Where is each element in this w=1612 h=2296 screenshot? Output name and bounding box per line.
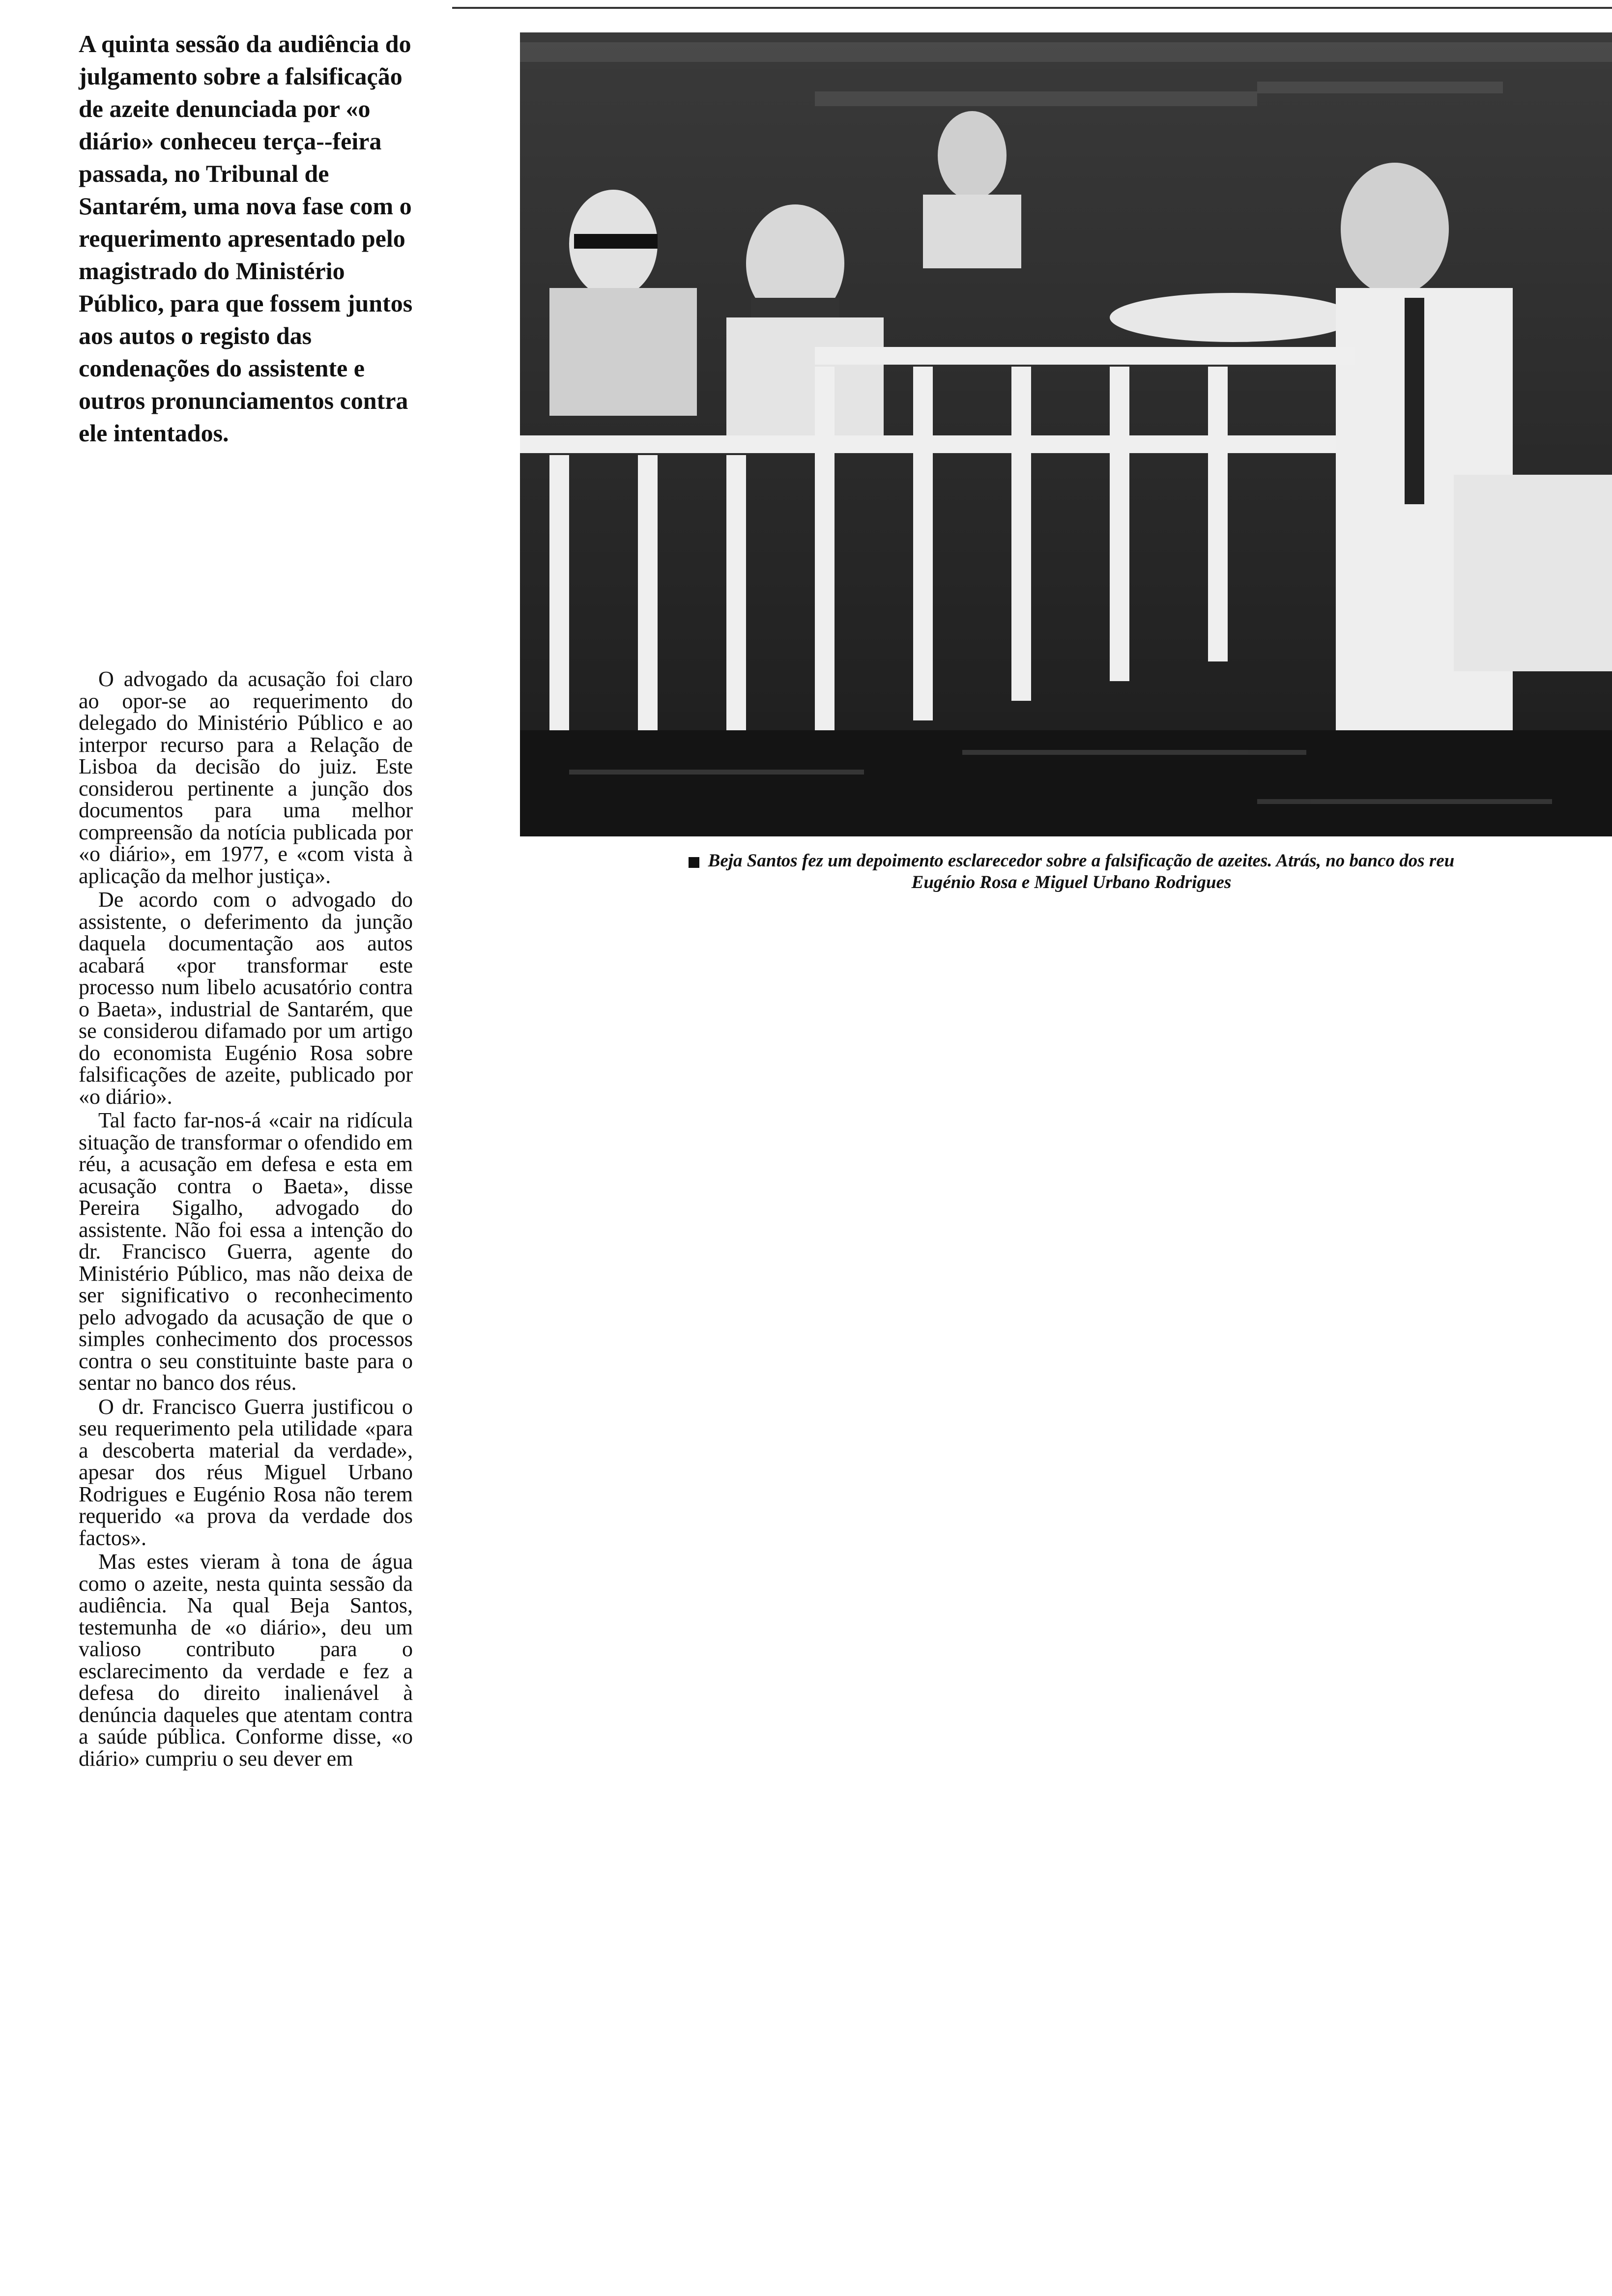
article-body [79,668,413,1772]
body-paragraph-3: Tal facto far-nos-á «cair na ridícula situação de transformar o ofendido em réu, a acusação em defesa e esta em acusação contra o Baeta», disse Pereira Sigalho, advogado do assistente. Não foi essa a intenção do dr. Francisco Guerra, agente do Ministério Público, mas não deixa de ser significativo o reconhecimento pelo advogado da acusação de que o simples conhecimento dos processos contra o seu constituinte baste para o sentar no banco dos réus. [79,1108,413,1395]
body-paragraph-1: O advogado da acusação foi claro ao opor-se ao requerimento do delegado do Ministério Público e ao interpor recurso para a Relação de Lisboa da decisão do juiz. Este considerou pertinente a junção dos documentos para uma melhor compreensão da notícia publicada por «o diário», em 1977, e «com vista à aplicação da melhor justiça». [79,667,413,888]
lead-paragraph: A quinta sessão da audiência do julgamento sobre a falsificação de azeite denunciada por «o diário» conheceu terça--feira passada, no Tribunal de Santarém, uma nova fase com o requerimento apresentado pelo magistrado do Ministério Público, para que fossem juntos aos autos o registo das condenações do assistente e outros pronunciamentos contra ele intentados. [79,30,413,447]
top-rule [452,7,1612,9]
courtroom-photo-image [520,32,1612,836]
photo-caption [531,850,1612,893]
caption-line-1: Beja Santos fez um depoimento esclarecedor sobre a falsificação de azeites. Atrás, no banco dos reu [708,851,1455,871]
body-paragraph-5: Mas estes vieram à tona de água como o azeite, nesta quinta sessão da audiência. Na qual Beja Santos, testemunha de «o diário», deu um valioso contributo para o esclarecimento da verdade e fez a defesa do direito inalienável à denúncia daqueles que atentam contra a saúde pública. Conforme disse, «o diário» cumpriu o seu dever em [79,1550,413,1771]
caption-line-2: Eugénio Rosa e Miguel Urbano Rodrigues [911,872,1232,892]
body-paragraph-2: De acordo com o advogado do assistente, o deferimento da junção daquela documentação aos autos acabará «por transformar este processo num libelo acusatório contra o Baeta», industrial de Santarém, que se considerou difamado por um artigo do economista Eugénio Rosa sobre falsificações de azeite, publicado por «o diário». [79,888,413,1109]
caption-bullet-icon [689,857,699,868]
body-paragraph-4: O dr. Francisco Guerra justificou o seu requerimento pela utilidade «para a descoberta material da verdade», apesar dos réus Miguel Urbano Rodrigues e Eugénio Rosa não terem requerido «a prova da verdade dos factos». [79,1394,413,1550]
courtroom-photo [520,32,1612,836]
